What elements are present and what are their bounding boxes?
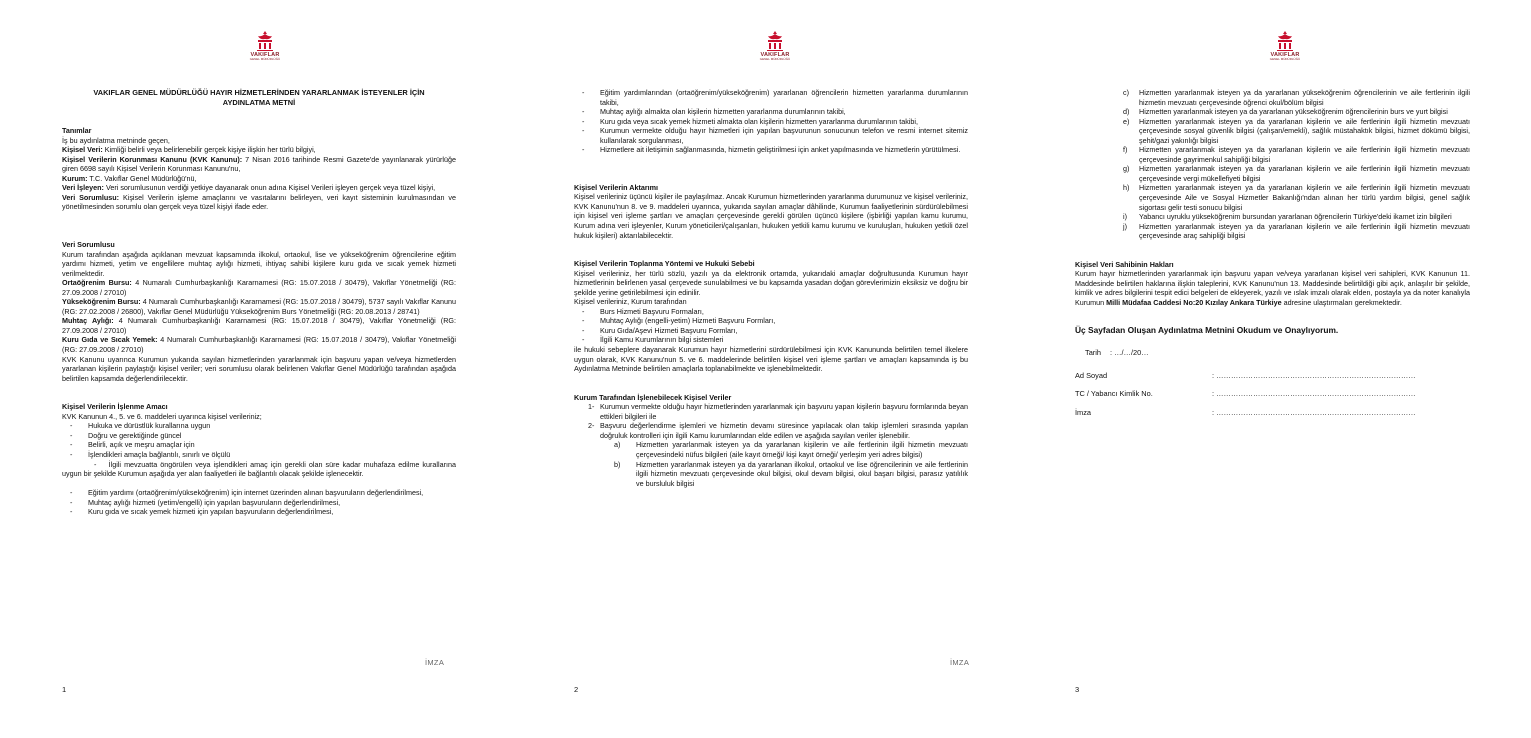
definition [62,193,456,212]
scholarship-item-text: 4 Numaralı Cumhurbaşkanlığı Kararnamesi (RG: 15.07.2018 / 30479), Vakıflar Yönetmeliği (RG: 27.09.2008 / 27010) [62,316,456,335]
scholarship-item [62,278,456,297]
form-item-text: Muhtaç Aylığı (engelli-yetim) Hizmeti Başvuru Formları, [600,316,776,326]
signature-footer: İMZA [425,658,445,667]
page-number: 2 [574,685,579,694]
vakiflar-logo [245,30,285,72]
principle-item-text: Doğru ve gerektiğinde güncel [88,430,182,440]
form-row [1075,371,1470,390]
toplanma-intro-2: Kişisel verileriniz, Kurum tarafından [574,297,687,307]
principles-list [62,421,456,459]
form-row [1075,408,1470,427]
lettered-item [1123,164,1470,183]
activity-item-dash: - [70,488,73,498]
activity-item-text: Eğitim yardımı (ortaöğrenim/yükseköğrenim) için internet üzerinden alınan başvuruların değerlendirilmesi, [88,488,424,498]
form-item [574,326,968,336]
vakiflar-logo [1265,30,1305,72]
toplanma-text-2: ile hukuki sebeplere dayanarak Kurumun hayır hizmetlerini sürdürülebilmesi için KVK Kanununda belirtilen temel ilkelere uygun olarak, KVK Kanunu'nun 5. ve 6. maddelerinde belirtilen kişisel veri işleme şartları ve amaçları kapsamında iş bu Aydınlatma Metninde belirtilen amaçlarla toplanabilmekte ve işlenebilmektedir. [574,345,968,374]
consent-statement: Üç Sayfadan Oluşan Aydınlatma Metnini Okudum ve Onaylıyorum. [1075,325,1339,336]
lettered-item-text: Hizmetten yararlanmak isteyen ya da yararlanan kişilerin ve aile fertlerinin ilgili hizmetin mevzuatı çerçevesinde araç sahipliği bilgisi [1139,221,1470,241]
activity-item-text: Muhtaç aylığı almakta olan kişilerin hizmetten yararlanma durumlarının takibi, [600,107,846,117]
scholarship-item-term: Kuru Gıda ve Sıcak Yemek: [62,335,158,345]
form-field[interactable]: : ……………………………………………………………………… [1212,370,1416,380]
form-label: İmza [1075,407,1092,417]
activity-item-dash: - [582,145,585,155]
activity-item-text: Kuru gıda ve sıcak yemek hizmeti için yapılan başvuruların değerlendirilmesi, [88,507,334,517]
lettered-item [1123,212,1470,222]
principle-item-text: Hukuka ve dürüstlük kurallarına uygun [88,421,211,431]
activity-item [62,507,456,517]
haklar-text-end: adresine ulaştırmaları gerekmektedir. [1281,297,1402,307]
vakiflar-emblem-icon [1274,30,1296,52]
lettered-item [1123,183,1470,212]
form-field[interactable]: : ……………………………………………………………………… [1212,389,1416,399]
lettered-item-marker: g) [1123,164,1130,174]
toplanma-heading: Kişisel Verilerin Toplanma Yöntemi ve Hukuki Sebebi [574,259,755,269]
toplanma-text: Kişisel verileriniz, her türlü sözlü, yazılı ya da elektronik ortamda, yukarıdaki amaçlar doğrultusunda Kurumun hayır hizmetlerinin belirlenen yasal çerçevede sunulabilmesi ve bu kapsamda yasadan doğan görevlerimizin eksiksiz ve doğru bir şekilde yerine getirilebilmesi için edinilir. [574,268,968,297]
form-row [1075,389,1470,408]
lettered-item [574,460,968,489]
definition [62,145,456,155]
logo-subtitle: GENEL MÜDÜRLÜĞÜ [759,57,791,61]
definition-term: Kişisel Veri: [62,145,103,155]
form-label: Ad Soyad [1075,370,1108,380]
activity-item [574,117,968,127]
institution-address: Milli Müdafaa Caddesi No:20 Kızılay Ankara Türkiye [1106,297,1282,307]
scholarship-item-term: Muhtaç Aylığı: [62,316,114,326]
form-item [574,335,968,345]
definition-text: Kimliği belirli veya belirlenebilir gerçek kişiye ilişkin her türlü bilgiyi, [102,145,316,155]
scholarship-item-term: Yükseköğrenim Bursu: [62,297,141,307]
signature-form [1075,371,1470,427]
page-number: 3 [1075,685,1080,694]
activity-item-text: Kuru gıda veya sıcak yemek hizmeti almakta olan kişilerin hizmetten yararlanma durumlarının takibi, [600,116,918,126]
aktarim-text: Kişisel verileriniz üçüncü kişiler ile paylaşılmaz. Ancak Kurumun hizmetlerinden yararlanma durumunuz ve kişisel verileriniz, KVK Kanunu'nun 8. ve 9. maddeleri uyarınca, yukarıda sayılan amaçlar dâhilinde, Kurumun faaliyetlerinin sürdürülebilmesi için kişisel veri işleme şartları ve amaçları çerçevesinde gerekli görülen üçüncü kişilere (işbirliği yapılan kamu kurumu, Kurum adına veri işleyenler, Kurum yöneticileri/çalışanları, hukuken yetkili kamu kurumu ve kuruluşları, hukuken yetkili özel hukuk kişileri) aktarılabilecektir. [574,192,968,240]
signature-footer: İMZA [950,658,970,667]
principle-long-dash: - [94,459,109,469]
scholarship-item [62,297,456,316]
activity-item [62,488,456,498]
kvk-paragraph: KVK Kanunu uyarınca Kurumun yukarıda sayılan hizmetlerinden yararlanmak için başvuru yapan ve/veya hizmetlerden yararlanan kişilerin paylaştığı kişisel veriler; veri sorumlusu olarak belirlenen Vakıflar Genel Müdürlüğü tarafından aşağıda belirtilen kapsamda değerlendirilecektir. [62,354,456,383]
lettered-item-marker: a) [614,440,621,450]
burs-list [62,278,456,354]
lettered-item-marker: d) [1123,107,1130,117]
lettered-item-marker: c) [1123,88,1129,97]
form-item [574,307,968,317]
tanimlar-heading: Tanımlar [62,126,92,136]
haklar-text [1075,269,1470,307]
scholarship-item [62,335,456,354]
veri-sorumlusu-intro: Kurum tarafından aşağıda açıklanan mevzuat kapsamında ilkokul, ortaokul, lise ve yükseköğrenim öğrencilerine eğitim yardımı hizmeti, yetim ve engellilere muhtaç aylığı hizmeti, ihtiyaç sahibi kişilere kuru gıda ve sıcak yemek hizmeti verilmektedir. [62,249,456,278]
activity-item-dash: - [70,507,73,517]
veri-sorumlusu-heading: Veri Sorumlusu [62,240,115,250]
numbered-item [574,421,968,440]
lettered-list-continued [1075,88,1470,241]
vakiflar-emblem-icon [254,30,276,52]
lettered-item-text: Hizmetten yararlanmak isteyen ya da yararlanan ilkokul, ortaokul ve lise öğrencilerinin ve aile fertlerinin ilgili hizmetin mevzuatı çerçevesinde okul bilgisi, okul devam bilgisi, okul başarı bilgisi, parasız yatılılık ve bursluluk bilgisi [636,459,968,488]
definitions-list [62,145,456,212]
principle-item-text: Belirli, açık ve meşru amaçlar için [88,440,195,450]
lettered-item-text: Hizmetten yararlanmak isteyen ya da yararlanan kişilerin ve aile fertlerinin ilgili hizmetin mevzuatı çerçevesinde gayrimenkul sahipliği bilgisi [1139,145,1470,164]
lettered-list [574,440,968,488]
principle-item [62,431,456,441]
document-page-3 [1020,0,1530,738]
form-item-dash: - [582,316,585,326]
page-1-body [62,88,456,517]
activity-item [574,145,968,155]
logo-name: VAKIFLAR [760,52,790,58]
form-item-dash: - [582,325,585,335]
lettered-item-text: Hizmetten yararlanmak isteyen ya da yararlanan kişilerin ve aile fertlerinin ilgili hizmetin mevzuatı çerçevesindeki nüfus bilgileri (aile kayıt örneği/ kişi kayıt örneği/ yerleşim yeri adres bilgisi) [636,440,968,459]
form-label: TC / Yabancı Kimlik No. [1075,389,1153,399]
lettered-item [1123,107,1470,117]
definition-term: Veri Sorumlusu: [62,192,120,202]
scholarship-item-text: 4 Numaralı Cumhurbaşkanlığı Kararnamesi (RG: 15.07.2018 / 30479), 5737 sayılı Vakıflar Kanunu (RG: 27.02.2008 / 26800), Vakıflar Genel Müdürlüğü Yükseköğrenim Burs Yönetmeliği (RG: 20.08.2013 / 28741) [62,297,456,316]
activities-list [62,488,456,517]
activity-item-text: Eğitim yardımlarından (ortaöğrenim/yükseköğrenim) yararlanan öğrencilerin hizmetten yararlanma durumlarının takibi, [600,88,968,107]
lettered-item-text: Hizmetten yararlanmak isteyen ya da yararlanan yükseköğrenim öğrencilerinin ve aile fertlerinin ilgili hizmetin mevzuatı çerçevesinde öğrenci okul/bölüm bilgisi [1139,88,1470,107]
date-label: Tarih [1085,348,1102,358]
aktarim-heading: Kişisel Verilerin Aktarımı [574,182,659,192]
definition [62,183,456,193]
logo-name: VAKIFLAR [250,52,280,58]
lettered-item [1123,117,1470,146]
principle-item [62,440,456,450]
lettered-item [574,440,968,459]
lettered-item-text: Hizmetten yararlanmak isteyen ya da yararlanan yükseköğrenim öğrencilerinin burs ve yurt bilgisi [1139,107,1448,117]
logo-subtitle: GENEL MÜDÜRLÜĞÜ [1269,57,1301,61]
activity-item-dash: - [70,497,73,507]
document-title-line-1: VAKIFLAR GENEL MÜDÜRLÜĞÜ HAYIR HİZMETLERİNDEN YARARLANMAK İSTEYENLER İÇİN [93,88,425,97]
numbered-item [574,402,968,421]
scholarship-item [62,316,456,335]
lettered-item-text: Hizmetten yararlanmak isteyen ya da yararlanan kişilerin ve aile fertlerinin ilgili hizmetin mevzuatı çerçevesinde Aile ve Sosyal Hizmetler Bakanlığı'ndan alınan her türlü yardım bilgisi, genel sağlık sigortası gelir testi sonucu bilgisi [1139,183,1470,212]
form-item-dash: - [582,335,585,345]
haklar-heading: Kişisel Veri Sahibinin Hakları [1075,259,1174,269]
definition-text: Kişisel Verilerin işleme amaçlarını ve vasıtalarını belirleyen, veri kayıt sisteminin kurulmasından ve yönetilmesinden sorumlu olan gerçek veya tüzel kişiyi ifade eder. [62,192,456,212]
form-field[interactable]: : ……………………………………………………………………… [1212,407,1416,417]
islenebilecek-heading: Kurum Tarafından İşlenebilecek Kişisel Veriler [574,392,732,402]
activity-item [574,107,968,117]
lettered-item-marker: i) [1123,212,1127,222]
activity-item-dash: - [582,126,585,136]
principle-item [62,450,456,460]
lettered-item-marker: j) [1123,221,1127,231]
principle-long [62,460,456,479]
lettered-item [1123,222,1470,241]
lettered-item-text: Hizmetten yararlanmak isteyen ya da yararlanan kişilerin ve aile fertlerinin ilgili hizmetin mevzuatı çerçevesinde vergi mükellefiyeti bilgisi [1139,164,1470,183]
definition-term: Veri İşleyen: [62,183,104,193]
form-item-text: İlgili Kamu Kurumlarının bilgi sistemleri [600,335,724,345]
form-item [574,316,968,326]
form-item-text: Burs Hizmeti Başvuru Formaları, [600,306,704,316]
islenme-amaci-heading: Kişisel Verilerin İşlenme Amacı [62,402,168,412]
date-row [1075,348,1470,367]
activity-item-text: Hizmetlere ait iletişimin sağlanmasında, hizmetin geliştirilmesi için anket yapılmasında ve hizmetlerin yürütülmesi. [600,145,961,155]
activity-item [574,88,968,107]
principle-item [62,421,456,431]
definition-text: T.C. Vakıflar Genel Müdürlüğü'nü, [87,173,197,183]
lettered-item-marker: h) [1123,183,1130,193]
principle-item-dash: - [70,440,73,450]
definition-term: Kurum: [62,173,88,183]
vakiflar-emblem-icon [764,30,786,52]
document-title-line-2: AYDINLATMA METNİ [222,97,296,107]
numbered-list [574,402,968,440]
scholarship-item-text: 4 Numaralı Cumhurbaşkanlığı Kararnamesi (RG: 15.07.2018 / 30479), Vakıflar Yönetmeliği (RG: 27.09.2008 / 27010) [62,335,456,355]
definition-text: 7 Nisan 2016 tarihinde Resmi Gazete'de yayınlanarak yürürlüğe giren 6698 sayılı Kişisel Verilerin Korunması Kanunu'nu, [62,154,456,174]
lettered-item-text: Yabancı uyruklu yükseköğrenim bursundan yararlanan öğrencilerin Türkiye'deki ikamet izin bilgileri [1139,212,1452,222]
page-3-body [1075,88,1470,426]
activity-item-dash: - [582,116,585,126]
date-field[interactable]: : …/…/20… [1110,348,1149,358]
logo-subtitle: GENEL MÜDÜRLÜĞÜ [249,57,281,61]
haklar-text-body: Kurum hayır hizmetlerinden yararlanmak için başvuru yapan ve/veya yararlanan kişisel veri sahipleri, KVK Kanunun 11. Maddesinde belirtilen haklarına ilişkin taleplerini, KVK Kanunu'nun 13. Maddesinde belirtildiği gibi açık, anlaşılır bir şekilde, kimlik ve adres bilgilerini tespit edici belgeleri de ekleyerek, yazılı ve ıslak imzalı olarak elden, postayla ya da noter kanalıyla Kurumun [1075,269,1470,307]
activity-item-text: Muhtaç aylığı hizmeti (yetim/engelli) için yapılan başvuruların değerlendirilmesi, [88,497,341,507]
activity-item [62,498,456,508]
scholarship-item-term: Ortaöğrenim Bursu: [62,278,132,288]
lettered-item [1123,145,1470,164]
document-page-1 [0,0,510,738]
principle-item-dash: - [70,421,73,431]
tanimlar-intro: İş bu aydınlatma metninde geçen, [62,135,170,145]
principle-item-dash: - [70,449,73,459]
activity-item-dash: - [582,107,585,117]
vakiflar-logo [755,30,795,72]
form-item-dash: - [582,306,585,316]
lettered-item-marker: f) [1123,145,1128,155]
definition [62,155,456,174]
lettered-item-text: Hizmetten yararlanmak isteyen ya da yararlanan kişilerin ve aile fertlerinin ilgili hizmetin mevzuatı çerçevesinde sosyal güvenlik bilgisi (çalışan/emekli), sağlık müstahaktık bilgisi, hizmet dökümü bilgisi, şehit/gazi yakınlığı bilgisi [1139,116,1470,145]
islenme-amaci-intro: KVK Kanunun 4., 5. ve 6. maddeleri uyarınca kişisel verileriniz; [62,411,262,421]
scholarship-item-text: 4 Numaralı Cumhurbaşkanlığı Kararnamesi (RG: 15.07.2018 / 30479), Vakıflar Yönetmeliği (RG: 27.09.2008 / 27010) [62,278,456,297]
principle-item-dash: - [70,430,73,440]
page-number: 1 [62,685,67,694]
numbered-item-text: Başvuru değerlendirme işlemleri ve hizmetin devamı süresince yapılacak olan takip işlemleri sırasında yapılan doğruluk kontrolleri için ilgili Kamu kurumlarından elde edilen ve aşağıda sayılan veriler işlenebilir. [600,421,968,440]
lettered-item [1123,88,1470,107]
activity-item-text: Kurumun vermekte olduğu hayır hizmetleri için yapılan başvurunun sonucunun telefon ve resmi internet sitemiz kullanılarak sorgulanması, [600,126,968,145]
form-item-text: Kuru Gıda/Aşevi Hizmeti Başvuru Formları, [600,325,738,335]
logo-name: VAKIFLAR [1270,52,1300,58]
lettered-item-marker: e) [1123,116,1130,126]
definition-term: Kişisel Verilerin Korunması Kanunu (KVK Kanunu): [62,154,243,164]
definition [62,174,456,184]
numbered-item-marker: 1- [588,402,595,412]
document-page-2 [510,0,1020,738]
lettered-item-marker: b) [614,459,621,469]
numbered-item-text: Kurumun vermekte olduğu hayır hizmetlerinden yararlanmak için başvuru yapan kişilerin başvuru formlarında beyan ettikleri bilgileri ile [600,402,968,421]
page-2-body [574,88,968,488]
definition-text: Veri sorumlusunun verdiği yetkiye dayanarak onun adına Kişisel Verileri işleyen gerçek veya tüzel kişiyi, [103,183,436,193]
activities-list-continued [574,88,968,155]
principle-item-text: İşlendikleri amaçla bağlantılı, sınırlı ve ölçülü [88,449,231,459]
activity-item [574,126,968,145]
activity-item-dash: - [582,88,585,97]
numbered-item-marker: 2- [588,421,595,431]
principle-long-text: İlgili mevzuatta öngörülen veya işlendikleri amaç için gerekli olan süre kadar muhafaza edilme kurallarına uygun bir şekilde Kurumun aşağıda yer alan faaliyetleri ile bağlantılı olacak şekilde işlenecektir. [62,459,456,479]
forms-list [574,307,968,345]
